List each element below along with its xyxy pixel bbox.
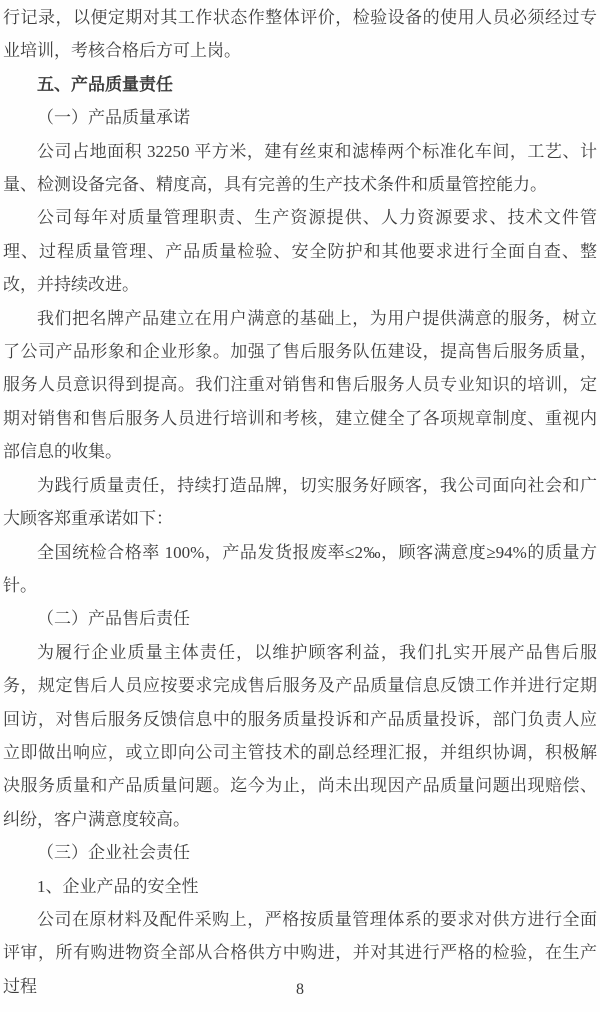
paragraph-annual-self-inspection: 公司每年对质量管理职责、生产资源提供、人力资源要求、技术文件管理、过程质量管理、产品质量检验、安全防护和其他要求进行全面自查、整改，并持续改进。 bbox=[3, 208, 597, 295]
subsection-heading-corporate-social-responsibility: （三）企业社会责任 bbox=[37, 843, 190, 863]
paragraph-continued-inspection-records: 行记录，以便定期对其工作状态作整体评价，检验设备的使用人员必须经过专业培训，考核合格后方可上岗。 bbox=[3, 8, 597, 61]
paragraph-company-area-workshops: 公司占地面积 32250 平方米，建有丝束和滤棒两个标准化车间，工艺、计量、检测设备完备、精度高，具有完善的生产技术条件和质量管控能力。 bbox=[3, 141, 597, 195]
subsubsection-heading-product-safety: 1、企业产品的安全性 bbox=[37, 876, 199, 896]
page-number: 8 bbox=[296, 981, 304, 998]
subsection-heading-after-sales-responsibility: （二）产品售后责任 bbox=[37, 609, 190, 629]
section-heading-product-quality-responsibility: 五、产品质量责任 bbox=[37, 74, 173, 94]
paragraph-raw-material-procurement: 公司在原材料及配件采购上，严格按质量管理体系的要求对供方进行全面评审，所有购进物资全部从合格供方中购进，并对其进行严格的检验，在生产过程 bbox=[3, 909, 597, 996]
paragraph-after-sales-service: 为履行企业质量主体责任，以维护顾客利益，我们扎实开展产品售后服务，规定售后人员应按要求完成售后服务及产品质量信息反馈工作并进行定期回访，对售后服务反馈信息中的服务质量投诉和产品质量投诉，部门负责人应立即做出响应，或立即向公司主管技术的副总经理汇报，并组织协调，积极解决服务质量和产品质量问题。迄今为止，尚未出现因产品质量问题出现赔偿、纠纷，客户满意度较高。 bbox=[3, 642, 597, 829]
paragraph-quality-commitment-intro: 为践行质量责任，持续打造品牌，切实服务好顾客，我公司面向社会和广大顾客郑重承诺如下： bbox=[3, 475, 597, 529]
paragraph-quality-targets: 全国统检合格率 100%，产品发货报废率≤2‰，顾客满意度≥94%的质量方针。 bbox=[3, 542, 597, 595]
subsection-heading-product-quality-commitment: （一）产品质量承诺 bbox=[37, 108, 190, 128]
paragraph-brand-customer-satisfaction: 我们把名牌产品建立在用户满意的基础上，为用户提供满意的服务，树立了公司产品形象和企业形象。加强了售后服务队伍建设，提高售后服务质量，服务人员意识得到提高。我们注重对销售和售后服务人员专业知识的培训，定期对销售和售后服务人员进行培训和考核，建立健全了各项规章制度、重视内部信息的收集。 bbox=[3, 308, 597, 462]
